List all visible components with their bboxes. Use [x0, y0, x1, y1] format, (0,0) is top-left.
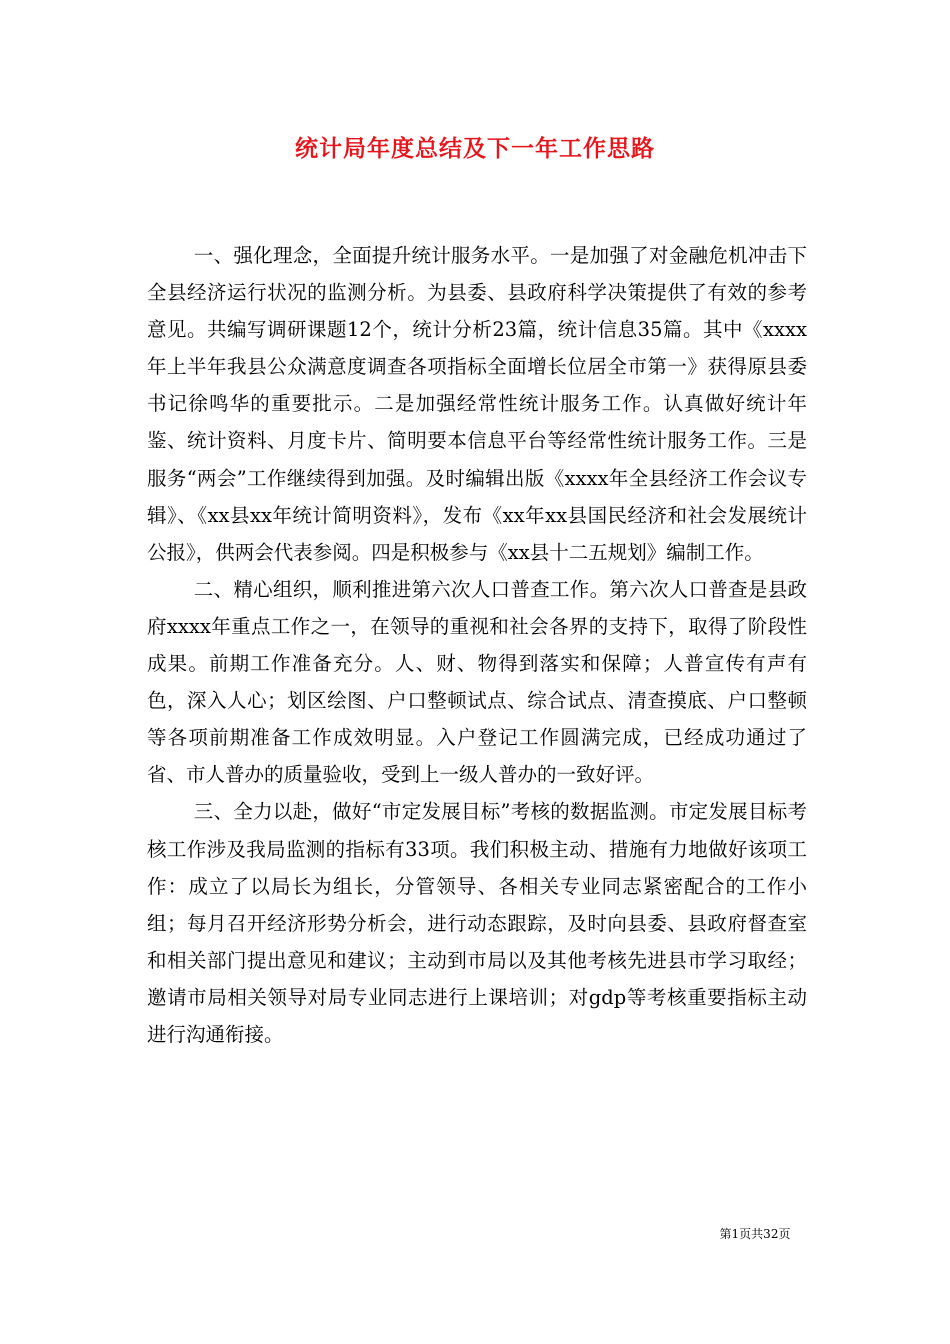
- paragraph-1: 一、强化理念，全面提升统计服务水平。一是加强了对金融危机冲击下全县经济运行状况的监测分析。为县委、县政府科学决策提供了有效的参考意见。共编写调研课题12个，统计分析23篇，统计信息35篇。其中《xxxx年上半年我县公众满意度调查各项指标全面增长位居全市第一》获得原县委书记徐鸣华的重要批示。二是加强经常性统计服务工作。认真做好统计年鉴、统计资料、月度卡片、简明要本信息平台等经常性统计服务工作。三是服务“两会”工作继续得到加强。及时编辑出版《xxxx年全县经济工作会议专辑》、《xx县xx年统计简明资料》，发布《xx年xx县国民经济和社会发展统计公报》，供两会代表参阅。四是积极参与《xx县十二五规划》编制工作。: [147, 244, 807, 564]
- document-body: [147, 237, 807, 1053]
- document-title: 统计局年度总结及下一年工作思路: [295, 136, 655, 162]
- paragraph-2: 二、精心组织，顺利推进第六次人口普查工作。第六次人口普查是县政府xxxx年重点工作之一，在领导的重视和社会各界的支持下，取得了阶段性成果。前期工作准备充分。人、财、物得到落实和保障；人普宣传有声有色，深入人心；划区绘图、户口整顿试点、综合试点、清查摸底、户口整顿等各项前期准备工作成效明显。入户登记工作圆满完成，已经成功通过了省、市人普办的质量验收，受到上一级人普办的一致好评。: [147, 577, 807, 787]
- paragraph-3: 三、全力以赴，做好“市定发展目标”考核的数据监测。市定发展目标考核工作涉及我局监测的指标有33项。我们积极主动、措施有力地做好该项工作：成立了以局长为组长，分管领导、各相关专业同志紧密配合的工作小组；每月召开经济形势分析会，进行动态跟踪，及时向县委、县政府督查室和相关部门提出意见和建议；主动到市局以及其他考核先进县市学习取经；邀请市局相关领导对局专业同志进行上课培训；对gdp等考核重要指标主动进行沟通衔接。: [147, 800, 807, 1046]
- page-number: 第1页共32页: [719, 1227, 791, 1241]
